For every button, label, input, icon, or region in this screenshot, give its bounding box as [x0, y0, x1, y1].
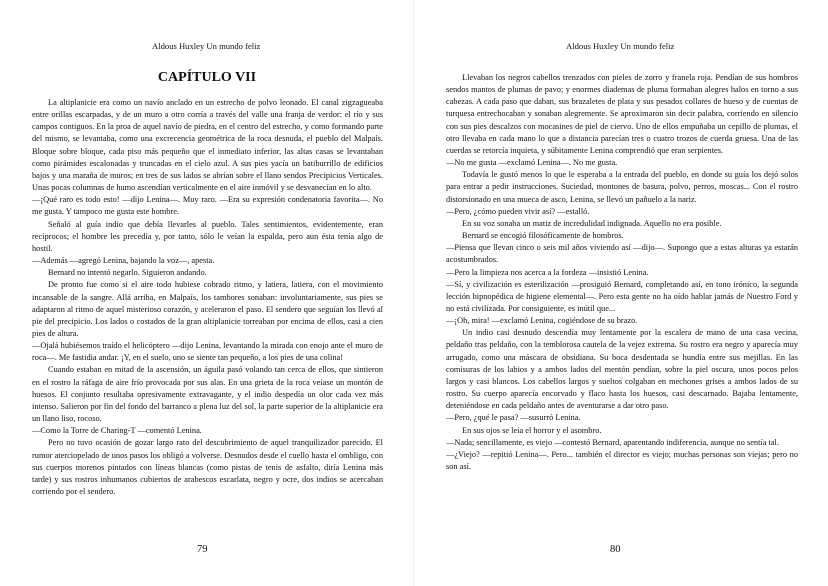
- paragraph: —Ojalá hubiésemos traído el helicóptero —dijo Lenina, levantando la mirada con enojo ante el muro de roca—. Me fastidia andar. ¡Y, en el suelo, uno se siente tan pequeño, a los pies de una colina!: [32, 341, 383, 363]
- paragraph: —Pero, ¿cómo pueden vivir así? —estalló.: [446, 206, 590, 216]
- paragraph: —¿Viejo? —repitió Lenina—. Pero... también el director es viejo; muchas personas son viejas; pero no son así.: [446, 449, 798, 471]
- paragraph: La altiplanicie era como un navío anclado en un estrecho de polvo leonado. El canal zigzagueaba entre orillas escarpadas, y de un muro a otro corría a través del valle una franja de verdor: el río y sus campos contiguos. En la proa de aquel navío de piedra, en el centro del estrecho, y como formando parte del mismo, se levantaba, como una excrecencia geométrica de la roca desnuda, el pueblo del Malpaís. Bloque sobre bloque, cada piso más pequeño que el inmediato inferior, las altas casas se levantaban como pirámides escalonadas y truncadas en el cielo azul. A sus pies yacía un batiburrillo de edificios bajos y una maraña de muros; en tres de sus lados se abrían sobre el llano sendos Precipicios Verticales. Unas pocas columnas de humo ascendían verticalmente en el aire inmóvil y se desvanecían en lo alto.: [32, 98, 383, 193]
- paragraph: —Como la Torre de Charing-T —comentó Lenina.: [32, 426, 202, 436]
- page-number: 80: [610, 544, 621, 555]
- paragraph: Pero no tuvo ocasión de gozar largo rato del descubrimiento de aquel tranquilizador parecido. El rumor aterciopelado de unos pasos los obligó a volverse. Desnudos desde el cuello hasta el ombligo, con sus cuerpos morenos pintados con líneas blancas (como pistas de tenis de asfalto, diría Lenina más tarde) y sus rostros inhumanos cubiertos de arabescos escarlata, negro y ocre, dos indios se acercaban corriendo por el sendero.: [32, 438, 383, 496]
- paragraph: Un indio casi desnudo descendía muy lentamente por la escalera de mano de una casa vecina, peldaño tras peldaño, con la temblorosa cautela de la vejez extrema. Su rostro era negro y aparecía muy arrugado, como una máscara de obsidiana. Su boca desdentada se hundía entre sus mejillas. En las comisuras de los labios y a ambos lados del mentón pendían, sobre la piel oscura, unos pocos pelos largos y casi blancos. Los cabellos largos y sueltos colgaban en mechones grises a ambos lados de su rostro. Su cuerpo aparecía encorvado y flaco hasta los huesos, casi descarnado. Bajaba lentamente, deteniéndose en cada peldaño antes de aventurarse a dar otro paso.: [446, 328, 798, 411]
- paragraph: —¡Qué raro es todo esto! —dijo Lenina—. Muy raro. —Era su expresión condenatoria favorita—. No me gusta. Y tampoco me gusta este hombre.: [32, 195, 383, 217]
- paragraph: —¡Oh, mira! —exclamó Lenina, cogiéndose de su brazo.: [446, 316, 638, 326]
- paragraph: —Además —agregó Lenina, bajando la voz—, apesta.: [32, 256, 215, 266]
- running-header: Aldous Huxley Un mundo feliz: [566, 41, 675, 51]
- right-page: [414, 0, 828, 586]
- running-header: Aldous Huxley Un mundo feliz: [152, 41, 261, 51]
- chapter-title: CAPÍTULO VII: [157, 70, 257, 85]
- paragraph: Cuando estaban en mitad de la ascensión, un águila pasó volando tan cerca de ellos, que sintieron en el rostro la ráfaga de aire frío provocada por sus alas. En una grieta de la roca veíase un montón de huesos. El conjunto resultaba opresivamente extravagante, y el indio despedía un olor cada vez más intenso. Salieron por fin del fondo del barranco a plena luz del sol, la parte superior de la altiplanicie era un llano liso, rocoso.: [32, 365, 383, 424]
- paragraph: Bernard no intentó negarlo. Siguieron andando.: [48, 268, 207, 278]
- paragraph: De pronto fue como si el aire todo hubiese cobrado ritmo, y latiera, latiera, con el movimiento incansable de la sangre. Allá arriba, en Malpaís, los tambores sonaban: involuntariamente, sus pies se adaptaron al ritmo de aquel misterioso corazón, y aceleraron el paso. El sendero que seguían los llevó al pie del precipicio. Los lados o costados de la gran altiplanicie torreaban por encima de ellos, casi a cien pies de altura.: [32, 280, 383, 338]
- paragraph: —Pero, ¿qué le pasa? —susurró Lenina.: [446, 413, 581, 423]
- body-text: [32, 97, 383, 498]
- paragraph: Todavía le gustó menos lo que le esperaba a la entrada del pueblo, en donde su guía los dejó solos para entrar a pedir instrucciones. Suciedad, montones de basura, polvo, perros, moscas... Con el rostro distorsionado en una mueca de asco, Lenina, se llevó un pañuelo a la nariz.: [446, 170, 798, 204]
- paragraph: —Pero la limpieza nos acerca a la fordeza —insistió Lenina.: [446, 267, 649, 277]
- paragraph: Señaló al guía indio que debía llevarles al pueblo. Tales sentimientos, evidentemente, eran recíprocos; el hombre les precedía y, por tanto, sólo le veían la espalda, pero aun ésta tenía algo de hostil.: [32, 219, 383, 253]
- paragraph: En sus ojos se leía el horror y el asombro.: [462, 425, 602, 435]
- paragraph: —No me gusta —exclamó Lenina—. No me gusta.: [446, 158, 618, 168]
- body-text: [446, 72, 798, 473]
- paragraph: En su voz sonaba un matiz de incredulidad indignada. Aquello no era posible.: [462, 218, 722, 228]
- paragraph: Llevaban los negros cabellos trenzados con pieles de zorro y franela roja. Pendían de sus hombros sendos mantos de plumas de pavo; y enormes diademas de pluma formaban alegres halos en torno a sus cabezas. A cada paso que daban, sus brazaletes de plata y sus pesados collares de hueso y de cuentas de turquesa entrechocaban y sonaban alegremente. Se aproximaron sin decir palabra, corriendo en silencio con sus pies descalzos con mocasines de piel de ciervo. Uno de ellos empuñaba un cepillo de plumas, el otro llevaba en cada mano lo que a distancia parecían tres o cuatro trozos de cuerda gruesa. Una de las cuerdas se retorcía inquieta, y súbitamente Lenina comprendió que eran serpientes.: [446, 73, 798, 155]
- paragraph: —Piensa que llevan cinco o seis mil años viviendo así —dijo—. Supongo que a estas alturas ya estarán acostumbrados.: [446, 243, 798, 265]
- paragraph: —Sí, y civilización es esterilización —prosiguió Bernard, completando así, en tono irónico, la segunda lección hipnopédica de higiene elemental—. Pero esta gente no ha oído hablar jamás de Nuestro Ford y no está civilizada. Por consiguiente, es inútil que...: [446, 279, 798, 313]
- page-number: 79: [197, 544, 208, 555]
- paragraph: Bernard se encogió filosóficamente de hombros.: [462, 231, 624, 241]
- paragraph: —Nada; sencillamente, es viejo —contestó Bernard, aparentando indiferencia, aunque no sentía tal.: [446, 437, 779, 447]
